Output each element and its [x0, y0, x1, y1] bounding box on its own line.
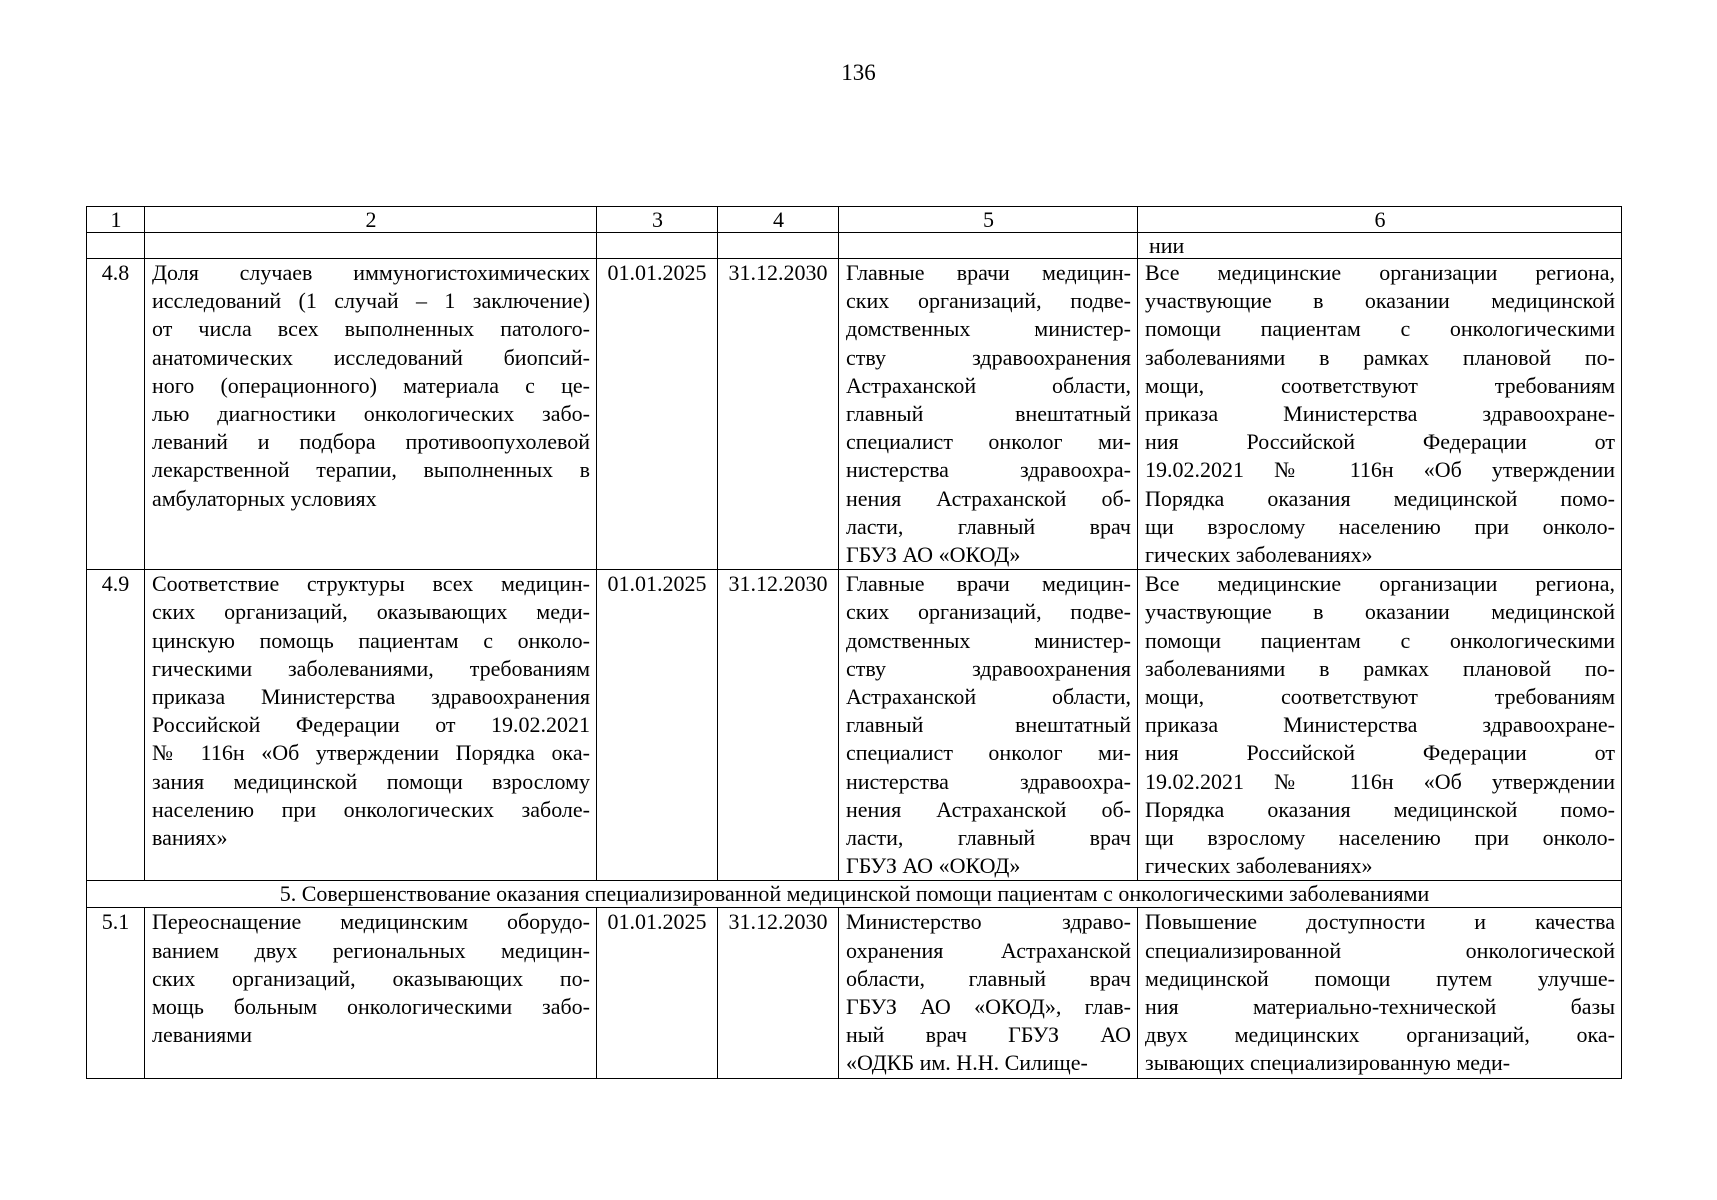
text-line: мощи, соответствуют требованиям	[1145, 684, 1615, 710]
text-line: главный внештатный	[846, 712, 1131, 738]
text-line: Повышение доступности и качества	[1145, 909, 1615, 935]
table-row	[87, 908, 1622, 1078]
text-line: приказа Министерства здравоохране-	[1145, 401, 1615, 427]
text-line: Астраханской области,	[846, 684, 1131, 710]
text-line: ного (операционного) материала с це-	[152, 372, 590, 398]
section-heading-row	[87, 881, 1622, 908]
text-line: № 116н «Об утверждении Порядка ока-	[152, 740, 590, 766]
text-line: нистерства здравоохра-	[846, 457, 1131, 483]
text-line: Соответствие структуры всех медицин-	[152, 571, 590, 597]
text-line: Все медицинские организации региона,	[1145, 260, 1615, 285]
text-line: домственных министер-	[846, 627, 1131, 653]
header-col-1: 1	[87, 207, 145, 233]
text-line: леваниями	[152, 1022, 252, 1048]
text-line: домственных министер-	[846, 316, 1131, 342]
text-line: ГБУЗ АО «ОКОД»	[846, 542, 1021, 568]
text-line: Российской Федерации от 19.02.2021	[152, 712, 590, 738]
row-number: 4.9	[87, 570, 145, 881]
result-text	[1138, 908, 1622, 1078]
continuation-row	[87, 233, 1622, 259]
continuation-text: нии	[1138, 233, 1622, 259]
text-line: помощи пациентам с онкологическими	[1145, 627, 1615, 653]
text-line: цинскую помощь пациентам с онколо-	[152, 627, 590, 653]
text-line: Переоснащение медицинским оборудо-	[152, 909, 590, 935]
text-line: Доля случаев иммуногистохимических	[152, 260, 590, 285]
row-number: 4.8	[87, 259, 145, 570]
end-date: 31.12.2030	[718, 259, 839, 570]
header-col-2: 2	[145, 207, 597, 233]
text-line: ласти, главный врач	[846, 513, 1131, 539]
start-date: 01.01.2025	[597, 570, 718, 881]
text-line: Астраханской области,	[846, 372, 1131, 398]
responsible-text	[839, 908, 1138, 1078]
text-line: ванием двух региональных медицин-	[152, 937, 590, 963]
measures-table	[86, 206, 1622, 1079]
text-line: Порядка оказания медицинской помо-	[1145, 796, 1615, 822]
text-line: Главные врачи медицин-	[846, 260, 1131, 285]
text-line: лекарственной терапии, выполненных в	[152, 457, 590, 483]
indicator-text	[145, 570, 597, 881]
text-line: амбулаторных условиях	[152, 485, 377, 511]
text-line: 19.02.2021 № 116н «Об утверждении	[1145, 768, 1615, 794]
text-line: заболеваниями в рамках плановой по-	[1145, 344, 1615, 370]
page-number: 136	[841, 60, 876, 85]
text-line: приказа Министерства здравоохране-	[1145, 712, 1615, 738]
text-line: ния Российской Федерации от	[1145, 429, 1615, 455]
result-text	[1138, 259, 1622, 570]
text-line: гических заболеваниях»	[1145, 542, 1373, 568]
text-line: Главные врачи медицин-	[846, 571, 1131, 597]
text-line: гическими заболеваниями, требованиям	[152, 655, 590, 681]
text-line: участвующие в оказании медицинской	[1145, 599, 1615, 625]
section-title: 5. Совершенствование оказания специализированной медицинской помощи пациентам с онкологическими заболеваниями	[87, 881, 1622, 908]
text-line: мощи, соответствуют требованиям	[1145, 372, 1615, 398]
text-line: ству здравоохранения	[846, 344, 1131, 370]
text-line: ваниях»	[152, 825, 228, 851]
text-line: ских организаций, оказывающих меди-	[152, 599, 590, 625]
text-line: ГБУЗ АО «ОКОД»	[846, 853, 1021, 879]
responsible-text	[839, 570, 1138, 881]
table-row	[87, 570, 1622, 881]
text-line: гических заболеваниях»	[1145, 853, 1373, 879]
text-line: от числа всех выполненных патолого-	[152, 316, 590, 342]
text-line: двух медицинских организаций, ока-	[1145, 1022, 1615, 1048]
header-col-4: 4	[718, 207, 839, 233]
text-line: области, главный врач	[846, 965, 1131, 991]
text-line: ния материально-технической базы	[1145, 994, 1615, 1020]
text-line: ный врач ГБУЗ АО	[846, 1022, 1131, 1048]
text-line: населению при онкологических заболе-	[152, 796, 590, 822]
indicator-text	[145, 908, 597, 1078]
text-line: специалист онколог ми-	[846, 429, 1131, 455]
text-line: Порядка оказания медицинской помо-	[1145, 485, 1615, 511]
text-line: заболеваниями в рамках плановой по-	[1145, 655, 1615, 681]
text-line: ских организаций, подве-	[846, 599, 1131, 625]
text-line: ству здравоохранения	[846, 655, 1131, 681]
header-col-6: 6	[1138, 207, 1622, 233]
text-line: нения Астраханской об-	[846, 485, 1131, 511]
text-line: помощи пациентам с онкологическими	[1145, 316, 1615, 342]
text-line: ских организаций, оказывающих по-	[152, 965, 590, 991]
row-number: 5.1	[87, 908, 145, 1078]
text-line: медицинской помощи путем улучше-	[1145, 965, 1615, 991]
text-line: зания медицинской помощи взрослому	[152, 768, 590, 794]
text-line: щи взрослому населению при онколо-	[1145, 513, 1615, 539]
end-date: 31.12.2030	[718, 908, 839, 1078]
text-line: «ОДКБ им. Н.Н. Силище-	[846, 1050, 1088, 1076]
text-line: 19.02.2021 № 116н «Об утверждении	[1145, 457, 1615, 483]
text-line: лью диагностики онкологических забо-	[152, 401, 590, 427]
start-date: 01.01.2025	[597, 259, 718, 570]
start-date: 01.01.2025	[597, 908, 718, 1078]
responsible-text	[839, 259, 1138, 570]
text-line: Все медицинские организации региона,	[1145, 571, 1615, 597]
text-line: нения Астраханской об-	[846, 796, 1131, 822]
text-line: мощь больным онкологическими забо-	[152, 994, 590, 1020]
text-line: нистерства здравоохра-	[846, 768, 1131, 794]
text-line: специализированной онкологической	[1145, 937, 1615, 963]
text-line: анатомических исследований биопсий-	[152, 344, 590, 370]
text-line: ГБУЗ АО «ОКОД», глав-	[846, 994, 1131, 1020]
end-date: 31.12.2030	[718, 570, 839, 881]
indicator-text	[145, 259, 597, 570]
text-line: зывающих специализированную меди-	[1145, 1050, 1511, 1076]
text-line: леваний и подбора противоопухолевой	[152, 429, 590, 455]
header-col-3: 3	[597, 207, 718, 233]
text-line: исследований (1 случай – 1 заключение)	[152, 288, 590, 314]
text-line: специалист онколог ми-	[846, 740, 1131, 766]
table-row	[87, 259, 1622, 570]
text-line: охранения Астраханской	[846, 937, 1131, 963]
text-line: главный внештатный	[846, 401, 1131, 427]
text-line: участвующие в оказании медицинской	[1145, 288, 1615, 314]
result-text	[1138, 570, 1622, 881]
text-line: ласти, главный врач	[846, 825, 1131, 851]
text-line: приказа Министерства здравоохранения	[152, 684, 590, 710]
text-line: ских организаций, подве-	[846, 288, 1131, 314]
header-col-5: 5	[839, 207, 1138, 233]
text-line: ния Российской Федерации от	[1145, 740, 1615, 766]
text-line: Министерство здраво-	[846, 909, 1131, 935]
header-row	[87, 207, 1622, 233]
text-line: щи взрослому населению при онколо-	[1145, 825, 1615, 851]
